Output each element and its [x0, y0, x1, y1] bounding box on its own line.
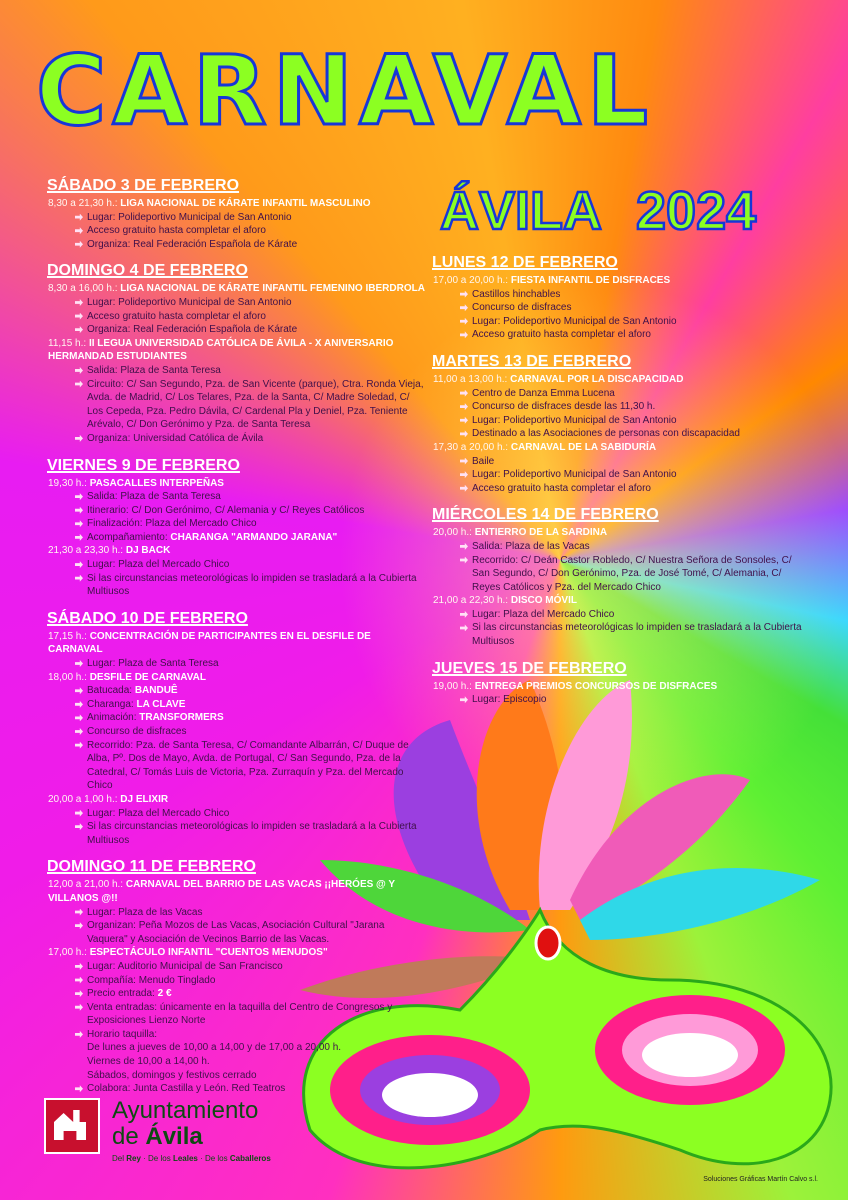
arrow-bullet-icon	[460, 417, 468, 424]
event-time: 19,30 h.:	[48, 477, 87, 489]
event-detail-item	[460, 621, 812, 648]
arrow-bullet-icon	[75, 1085, 83, 1092]
logo-avila: Ávila	[145, 1123, 203, 1150]
event-detail-item	[75, 657, 425, 671]
arrow-bullet-icon	[75, 520, 83, 527]
detail-label: Organizan: Peña Mozos de Las Vacas, Asociación Cultural "Jarana Vaquera" y Asociación de Vecinos Barrio de las Vacas.	[87, 920, 385, 945]
ayuntamiento-logo	[44, 1098, 271, 1163]
arrow-bullet-icon	[75, 909, 83, 916]
arrow-bullet-icon	[75, 299, 83, 306]
event-header	[432, 373, 812, 387]
day-section	[47, 456, 425, 599]
event-details	[47, 807, 425, 848]
event-time: 21,00 a 22,30 h.:	[433, 595, 509, 607]
day-heading: DOMINGO 4 DE FEBRERO	[47, 262, 248, 280]
event-header	[47, 282, 425, 296]
event-detail-item	[75, 558, 425, 572]
event-detail-item	[75, 296, 425, 310]
detail-highlight: TRANSFORMERS	[139, 712, 224, 724]
event-title: CONCENTRACIÓN DE PARTICIPANTES EN EL DESFILE DE CARNAVAL	[48, 630, 371, 656]
event-time: 11,15 h.:	[48, 337, 87, 349]
detail-label: Itinerario: C/ Don Gerónimo, C/ Alemania y C/ Reyes Católicos	[87, 504, 365, 516]
detail-label: Lugar: Polideportivo Municipal de San Antonio	[87, 296, 292, 308]
event-detail-item	[75, 739, 425, 793]
arrow-bullet-icon	[75, 367, 83, 374]
event-title: LIGA NACIONAL DE KÁRATE INFANTIL MASCULINO	[120, 198, 371, 209]
mask-red-gem	[536, 927, 560, 959]
event-header	[47, 197, 425, 211]
detail-label: Lugar: Plaza del Mercado Chico	[87, 807, 230, 819]
event-header	[432, 594, 812, 608]
arrow-bullet-icon	[75, 241, 83, 248]
day-heading: MARTES 13 DE FEBRERO	[432, 352, 632, 370]
arrow-bullet-icon	[460, 318, 468, 325]
event-time: 20,00 h.:	[433, 527, 472, 539]
event-details	[432, 455, 812, 496]
detail-label: Lugar: Polideportivo Municipal de San Antonio	[87, 211, 292, 223]
schedule-left-column	[47, 176, 425, 1096]
day-section	[432, 253, 812, 342]
event-title: DJ BACK	[125, 545, 171, 557]
arrow-bullet-icon	[75, 701, 83, 708]
arrow-bullet-icon	[460, 304, 468, 311]
detail-label: Concurso de disfraces desde las 11,30 h.	[472, 401, 656, 413]
detail-label: Lugar: Plaza del Mercado Chico	[472, 608, 615, 620]
event-time: 20,00 a 1,00 h.:	[48, 793, 118, 805]
detail-label: Precio entrada:	[87, 988, 158, 1000]
event-title: ENTIERRO DE LA SARDINA	[474, 527, 608, 539]
day-section	[432, 352, 812, 495]
event-title: ESPECTÁCULO INFANTIL "CUENTOS MENUDOS"	[89, 947, 328, 959]
event-detail-item	[460, 328, 812, 342]
detail-label: Organiza: Real Federación Española de Kárate	[87, 324, 298, 336]
day-heading: DOMINGO 11 DE FEBRERO	[47, 858, 256, 876]
detail-label: Acceso gratuito hasta completar el aforo	[472, 329, 651, 341]
detail-label: Horario taquilla: De lunes a jueves de 10,00 a 14,00 y de 17,00 a 20,00 h. Viernes de 10,00 a 14,00 h. Sábados, domingos y festivos cerrado	[87, 1028, 342, 1081]
event-detail-item	[75, 1082, 425, 1096]
logo-de: de	[112, 1123, 146, 1150]
arrow-bullet-icon	[460, 458, 468, 465]
logo-motto	[112, 1154, 271, 1163]
day-heading: MIÉRCOLES 14 DE FEBRERO	[432, 506, 659, 524]
detail-label: Centro de Danza Emma Lucena	[472, 387, 615, 399]
detail-label: Acceso gratuito hasta completar el aforo	[87, 310, 266, 322]
event-header	[47, 544, 425, 558]
detail-label: Salida: Plaza de Santa Teresa	[87, 364, 221, 376]
mask-eye-right-hole	[642, 1033, 738, 1077]
detail-label: Lugar: Polideportivo Municipal de San Antonio	[472, 414, 677, 426]
event-time: 19,00 h.:	[433, 680, 472, 692]
event-detail-item	[75, 531, 425, 545]
event-detail-item	[460, 288, 812, 302]
event-title: LIGA NACIONAL DE KÁRATE INFANTIL FEMENINO IBERDROLA	[120, 283, 425, 295]
detail-highlight: 2 €	[157, 988, 172, 1000]
event-header	[432, 680, 812, 694]
arrow-bullet-icon	[460, 485, 468, 492]
event-detail-item	[75, 211, 425, 225]
event-time: 17,00 a 20,00 h.:	[433, 275, 509, 286]
detail-label: Lugar: Episcopio	[472, 694, 547, 706]
motto-part: Caballeros	[229, 1154, 271, 1163]
motto-part: · De los	[140, 1154, 173, 1163]
detail-label: Acceso gratuito hasta completar el aforo	[87, 225, 266, 237]
event-detail-item	[75, 820, 425, 847]
event-header	[47, 671, 425, 685]
arrow-bullet-icon	[460, 557, 468, 564]
day-section	[47, 609, 425, 848]
event-title: CARNAVAL DEL BARRIO DE LAS VACAS ¡¡HERÓES @ Y VILLANOS @!!	[48, 879, 395, 904]
detail-label: Batucada:	[87, 685, 135, 697]
detail-label: Salida: Plaza de Santa Teresa	[87, 491, 221, 503]
event-title: II LEGUA UNIVERSIDAD CATÓLICA DE ÁVILA - X ANIVERSARIO HERMANDAD ESTUDIANTES	[48, 337, 394, 363]
detail-label: Concurso de disfraces	[87, 726, 187, 737]
arrow-bullet-icon	[460, 611, 468, 618]
event-header	[47, 878, 425, 905]
event-detail-item	[460, 400, 812, 414]
arrow-bullet-icon	[75, 687, 83, 694]
detail-highlight: LA CLAVE	[136, 698, 186, 710]
detail-label: Finalización: Plaza del Mercado Chico	[87, 518, 257, 530]
event-details	[47, 684, 425, 793]
event-details	[47, 490, 425, 544]
event-details	[47, 364, 425, 446]
detail-label: Concurso de disfraces	[472, 302, 572, 314]
event-time: 11,00 a 13,00 h.:	[433, 373, 508, 385]
detail-label: Recorrido: C/ Deán Castor Robledo, C/ Nuestra Señora de Sonsoles, C/ San Segundo, C/ Don Gerónimo, Pza. de José Tomé, C/ Alemania, C/ Reyes Católicos y Pza. del Mercado Chico	[472, 554, 792, 593]
arrow-bullet-icon	[75, 1031, 83, 1038]
event-details	[47, 558, 425, 599]
detail-label: Lugar: Plaza de Santa Teresa	[87, 658, 219, 670]
day-heading: JUEVES 15 DE FEBRERO	[432, 659, 627, 677]
event-details	[47, 211, 425, 252]
event-detail-item	[75, 310, 425, 324]
event-detail-item	[75, 323, 425, 337]
arrow-bullet-icon	[75, 313, 83, 320]
event-details	[47, 960, 425, 1096]
arrow-bullet-icon	[75, 823, 83, 830]
arrow-bullet-icon	[75, 575, 83, 582]
arrow-bullet-icon	[75, 714, 83, 721]
event-detail-item	[75, 698, 425, 712]
event-detail-item	[75, 432, 425, 446]
event-detail-item	[75, 224, 425, 238]
arrow-bullet-icon	[460, 403, 468, 410]
arrow-bullet-icon	[75, 493, 83, 500]
event-title: DESFILE DE CARNAVAL	[89, 671, 207, 683]
event-details	[432, 608, 812, 649]
printer-credit: Soluciones Gráficas Martín Calvo s.l.	[703, 1176, 818, 1183]
detail-highlight: CHARANGA "ARMANDO JARANA"	[170, 531, 338, 543]
event-header	[47, 630, 425, 657]
arrow-bullet-icon	[75, 561, 83, 568]
event-detail-item	[75, 378, 425, 432]
detail-label: Baile	[472, 455, 495, 467]
event-detail-item	[75, 1001, 425, 1028]
event-detail-item	[75, 906, 425, 920]
logo-line1: Ayuntamiento	[112, 1097, 259, 1124]
day-section	[47, 176, 425, 251]
arrow-bullet-icon	[75, 963, 83, 970]
day-heading: SÁBADO 3 DE FEBRERO	[47, 177, 240, 194]
event-time: 18,00 h.:	[48, 671, 87, 683]
event-title: PASACALLES INTERPEÑAS	[89, 477, 224, 489]
detail-label: Organiza: Real Federación Española de Kárate	[87, 238, 298, 250]
event-details	[47, 296, 425, 337]
event-detail-item	[460, 301, 812, 315]
event-detail-item	[75, 238, 425, 252]
event-time: 12,00 a 21,00 h.:	[48, 879, 124, 891]
detail-label: Castillos hinchables	[472, 288, 561, 300]
event-time: 8,30 a 21,30 h.:	[48, 198, 118, 209]
arrow-bullet-icon	[75, 326, 83, 333]
event-header	[432, 274, 812, 288]
arrow-bullet-icon	[75, 1004, 83, 1011]
event-detail-item	[460, 315, 812, 329]
event-time: 17,00 h.:	[48, 947, 87, 959]
detail-label: Lugar: Plaza del Mercado Chico	[87, 559, 230, 571]
detail-label: Recorrido: Pza. de Santa Teresa, C/ Comandante Albarrán, C/ Duque de Alba, Pº. Dos de Mayo, Avda. de Portugal, C/ San Segundo, Pza. de la Catedral, C/ Tomás Luis de Victoria, Pza. Zurraquín y Pza. del Mercado Chico	[87, 739, 409, 792]
event-time: 21,30 a 23,30 h.:	[48, 545, 124, 557]
event-detail-item	[460, 540, 812, 554]
arrow-bullet-icon	[75, 660, 83, 667]
arrow-bullet-icon	[75, 214, 83, 221]
event-details	[47, 906, 425, 947]
arrow-bullet-icon	[75, 922, 83, 929]
arrow-bullet-icon	[460, 331, 468, 338]
event-detail-item	[75, 725, 425, 739]
arrow-bullet-icon	[460, 390, 468, 397]
event-detail-item	[75, 919, 425, 946]
event-header	[47, 793, 425, 807]
detail-label: Charanga:	[87, 698, 137, 710]
arrow-bullet-icon	[460, 543, 468, 550]
event-title: DISCO MÓVIL	[510, 595, 577, 607]
event-time: 17,15 h.:	[48, 630, 87, 642]
event-detail-item	[75, 684, 425, 698]
event-detail-item	[75, 987, 425, 1001]
day-section	[432, 659, 812, 707]
detail-label: Salida: Plaza de las Vacas	[472, 540, 590, 552]
event-header	[47, 337, 425, 364]
detail-highlight: BANDUÊ	[134, 685, 178, 697]
detail-label: Lugar: Polideportivo Municipal de San Antonio	[472, 469, 677, 481]
poster-city: ÁVILA	[440, 181, 602, 241]
arrow-bullet-icon	[460, 696, 468, 703]
day-heading: VIERNES 9 DE FEBRERO	[47, 456, 240, 474]
motto-part: · De los	[197, 1154, 230, 1163]
detail-label: Si las circunstancias meteorológicas lo impiden se trasladará a la Cubierta Multiusos	[87, 572, 417, 598]
event-details	[47, 657, 425, 671]
motto-part: Leales	[172, 1154, 198, 1163]
arrow-bullet-icon	[75, 435, 83, 442]
detail-label: Acceso gratuito hasta completar el aforo	[472, 482, 651, 494]
day-heading: LUNES 12 DE FEBRERO	[432, 254, 618, 271]
logo-line2	[112, 1124, 271, 1150]
event-detail-item	[75, 517, 425, 531]
event-header	[47, 477, 425, 491]
detail-label: Organiza: Universidad Católica de Ávila	[87, 432, 264, 444]
arrow-bullet-icon	[75, 728, 83, 735]
event-header	[432, 441, 812, 455]
event-time: 17,30 a 20,00 h.:	[433, 441, 509, 453]
event-detail-item	[75, 572, 425, 599]
event-details	[432, 540, 812, 594]
event-detail-item	[75, 807, 425, 821]
poster-year: 2024	[636, 181, 757, 241]
detail-label: Si las circunstancias meteorológicas lo impiden se trasladará a la Cubierta Multiusos	[472, 622, 802, 648]
arrow-bullet-icon	[460, 430, 468, 437]
detail-label: Acompañamiento:	[87, 531, 171, 543]
detail-label: Compañía: Menudo Tinglado	[87, 974, 216, 986]
arrow-bullet-icon	[75, 810, 83, 817]
arrow-bullet-icon	[75, 742, 83, 749]
poster-subtitle	[440, 180, 756, 242]
day-heading: SÁBADO 10 DE FEBRERO	[47, 609, 248, 627]
detail-label: Destinado a las Asociaciones de personas con discapacidad	[472, 428, 740, 440]
event-title: CARNAVAL POR LA DISCAPACIDAD	[510, 373, 684, 385]
arrow-bullet-icon	[460, 624, 468, 631]
arrow-bullet-icon	[75, 534, 83, 541]
arrow-bullet-icon	[460, 291, 468, 298]
arrow-bullet-icon	[75, 507, 83, 514]
event-detail-item	[75, 711, 425, 725]
event-title: ENTREGA PREMIOS CONCURSOS DE DISFRACES	[474, 680, 718, 692]
poster-title: CARNAVAL	[36, 35, 655, 147]
event-detail-item	[75, 504, 425, 518]
event-detail-item	[75, 490, 425, 504]
event-detail-item	[75, 974, 425, 988]
event-title: DJ ELIXIR	[120, 793, 169, 805]
arrow-bullet-icon	[75, 977, 83, 984]
event-detail-item	[460, 414, 812, 428]
event-detail-item	[460, 608, 812, 622]
day-section	[432, 505, 812, 648]
event-title: CARNAVAL DE LA SABIDURÍA	[510, 441, 657, 453]
arrow-bullet-icon	[460, 471, 468, 478]
event-title: FIESTA INFANTIL DE DISFRACES	[510, 275, 671, 286]
day-section	[47, 261, 425, 445]
event-detail-item	[460, 455, 812, 469]
event-detail-item	[460, 387, 812, 401]
event-detail-item	[75, 1028, 425, 1082]
event-details	[432, 693, 812, 707]
event-detail-item	[460, 468, 812, 482]
arrow-bullet-icon	[75, 227, 83, 234]
detail-label: Colabora: Junta Castilla y León. Red Teatros	[87, 1083, 286, 1095]
arrow-bullet-icon	[75, 990, 83, 997]
event-details	[432, 288, 812, 342]
event-detail-item	[75, 960, 425, 974]
event-detail-item	[460, 482, 812, 496]
detail-label: Circuito: C/ San Segundo, Pza. de San Vicente (parque), Ctra. Ronda Vieja, Avda. de Madrid, C/ Los Telares, Pza. de la Santa, C/ Madre Soledad, C/ Los Cepeda, Pza. Pedro Dávila, C/ Cardenal Pla y Deniel, Pza. Teniente Arévalo, C/ Don Gerónimo y Pza. de Santa Teresa	[87, 378, 424, 431]
event-header	[432, 526, 812, 540]
detail-label: Lugar: Auditorio Municipal de San Francisco	[87, 960, 283, 972]
event-time: 8,30 a 16,00 h.:	[48, 283, 118, 295]
schedule-right-column	[432, 253, 812, 707]
detail-label: Lugar: Plaza de las Vacas	[87, 906, 203, 918]
event-details	[432, 387, 812, 441]
event-detail-item	[460, 427, 812, 441]
detail-label: Venta entradas: únicamente en la taquilla del Centro de Congresos y Exposiciones Lienzo Norte	[87, 1001, 393, 1027]
motto-part: Del	[112, 1154, 127, 1163]
city-shield-icon	[44, 1098, 100, 1154]
event-detail-item	[75, 364, 425, 378]
event-header	[47, 946, 425, 960]
motto-part: Rey	[126, 1154, 141, 1163]
detail-label: Animación:	[87, 712, 140, 724]
event-detail-item	[460, 554, 812, 595]
arrow-bullet-icon	[75, 381, 83, 388]
day-section	[47, 857, 425, 1096]
detail-label: Lugar: Polideportivo Municipal de San Antonio	[472, 315, 677, 327]
detail-label: Si las circunstancias meteorológicas lo impiden se trasladará a la Cubierta Multiusos	[87, 821, 417, 846]
event-detail-item	[460, 693, 812, 707]
